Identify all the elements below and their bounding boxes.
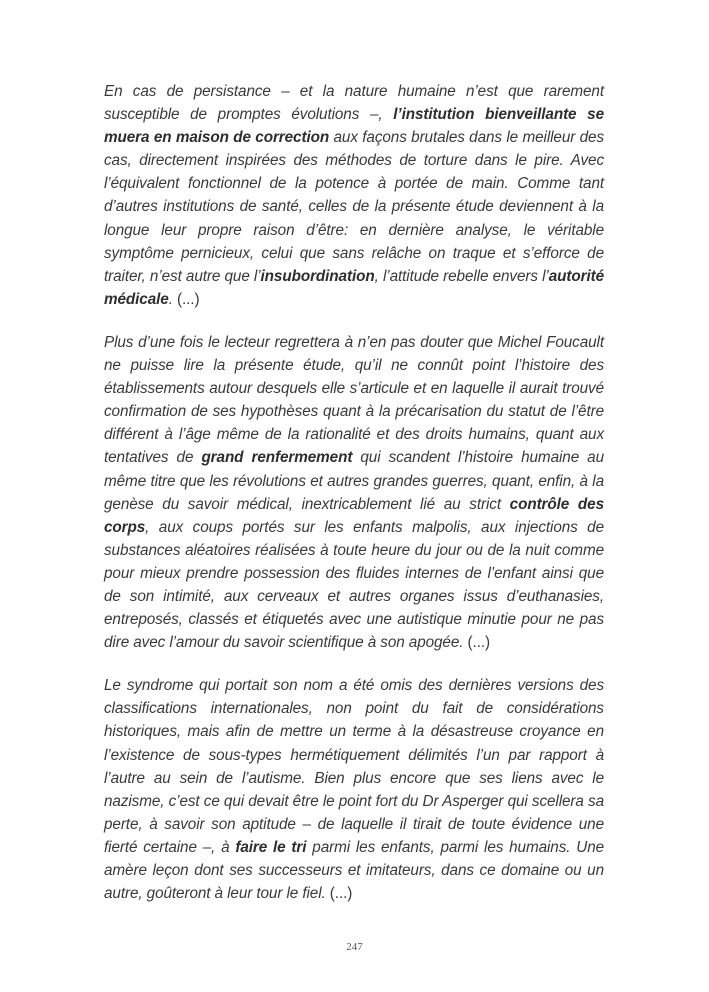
body-text: , aux coups portés sur les enfants malpolis, aux injections de substances aléatoires réalisées à toute heure du jour ou de la nuit comme pour mieux prendre possession des fluides internes de l’enfant ainsi que de son intimité, aux cerveaux et autres organes issus d’euthanasies, entreposés, classés et étiquetés avec une autistique minutie pour ne pas dire avec l’amour du savoir scientifique à son apogée. [104, 518, 604, 652]
emphasis-text: faire le tri [235, 838, 307, 856]
ellipsis-marker: (...) [467, 634, 490, 652]
page-number: 247 [346, 941, 363, 953]
ellipsis-marker: (...) [177, 290, 200, 308]
ellipsis-marker: (...) [329, 885, 353, 903]
body-text: qui scandent l’histoire humaine au même titre que les révolutions et autres grandes guerres, quant, enfin, à la genèse du savoir médical, inextricablement lié au strict [104, 449, 604, 513]
body-text: aux façons brutales dans le meilleur des cas, directement inspirées des méthodes de torture dans le pire. Avec l’équivalent fonctionnel de la potence à portée de main. Comme tant d’autres institutions de santé, celles de la présente étude deviennent à la longue leur propre raison d’être: en dernière analyse, le véritable symptôme pernicieux, celui que sans relâche on traque et s’efforce de traiter, n’est autre que l’ [104, 129, 604, 285]
paragraph-2 [104, 331, 604, 654]
emphasis-text: grand renfermement [201, 449, 353, 467]
body-text: En cas de persistance – et la nature humaine n’est que rarement susceptible de promptes évolutions –, [104, 83, 604, 124]
body-text: . [168, 290, 177, 308]
body-text: Plus d’une fois le lecteur regrettera à n’en pas douter que Michel Foucault ne puisse lire la présente étude, qu’il ne connût point l’histoire des établissements autour desquels elle s’articule et en laquelle il aurait trouvé confirmation de ses hypothèses quant à la précarisation du statut de l’être différent à l’âge même de la rationalité et des droits humains, quant aux tentatives de [104, 333, 604, 467]
emphasis-text: insubordination [260, 267, 375, 285]
body-text: Le syndrome qui portait son nom a été omis des dernières versions des classifications internationales, non point du fait de considérations historiques, mais afin de mettre un terme à la désastreuse croyance en l’existence de sous-types hermétiquement délimités l’un par rapport à l’autre au sein de l’autisme. Bien plus encore que ses liens avec le nazisme, c’est ce qui devait être le point fort du Dr Asperger qui scellera sa perte, à savoir son aptitude – de laquelle il tirait de toute évidence une fierté certaine –, à [104, 677, 604, 856]
emphasis-text: contrôle des corps [104, 495, 604, 536]
emphasis-text: autorité médicale [104, 267, 604, 308]
page-body [104, 80, 604, 925]
emphasis-text: l’institution bienveillante se muera en maison de correction [104, 106, 605, 147]
paragraph-3 [104, 674, 604, 905]
body-text: parmi les enfants, parmi les humains. Une amère leçon dont ses successeurs et imitateurs, dans ce domaine ou un autre, goûteront à leur tour le fiel. [104, 838, 605, 903]
body-text: , l’attitude rebelle envers l’ [374, 267, 549, 285]
paragraph-1 [104, 80, 604, 311]
